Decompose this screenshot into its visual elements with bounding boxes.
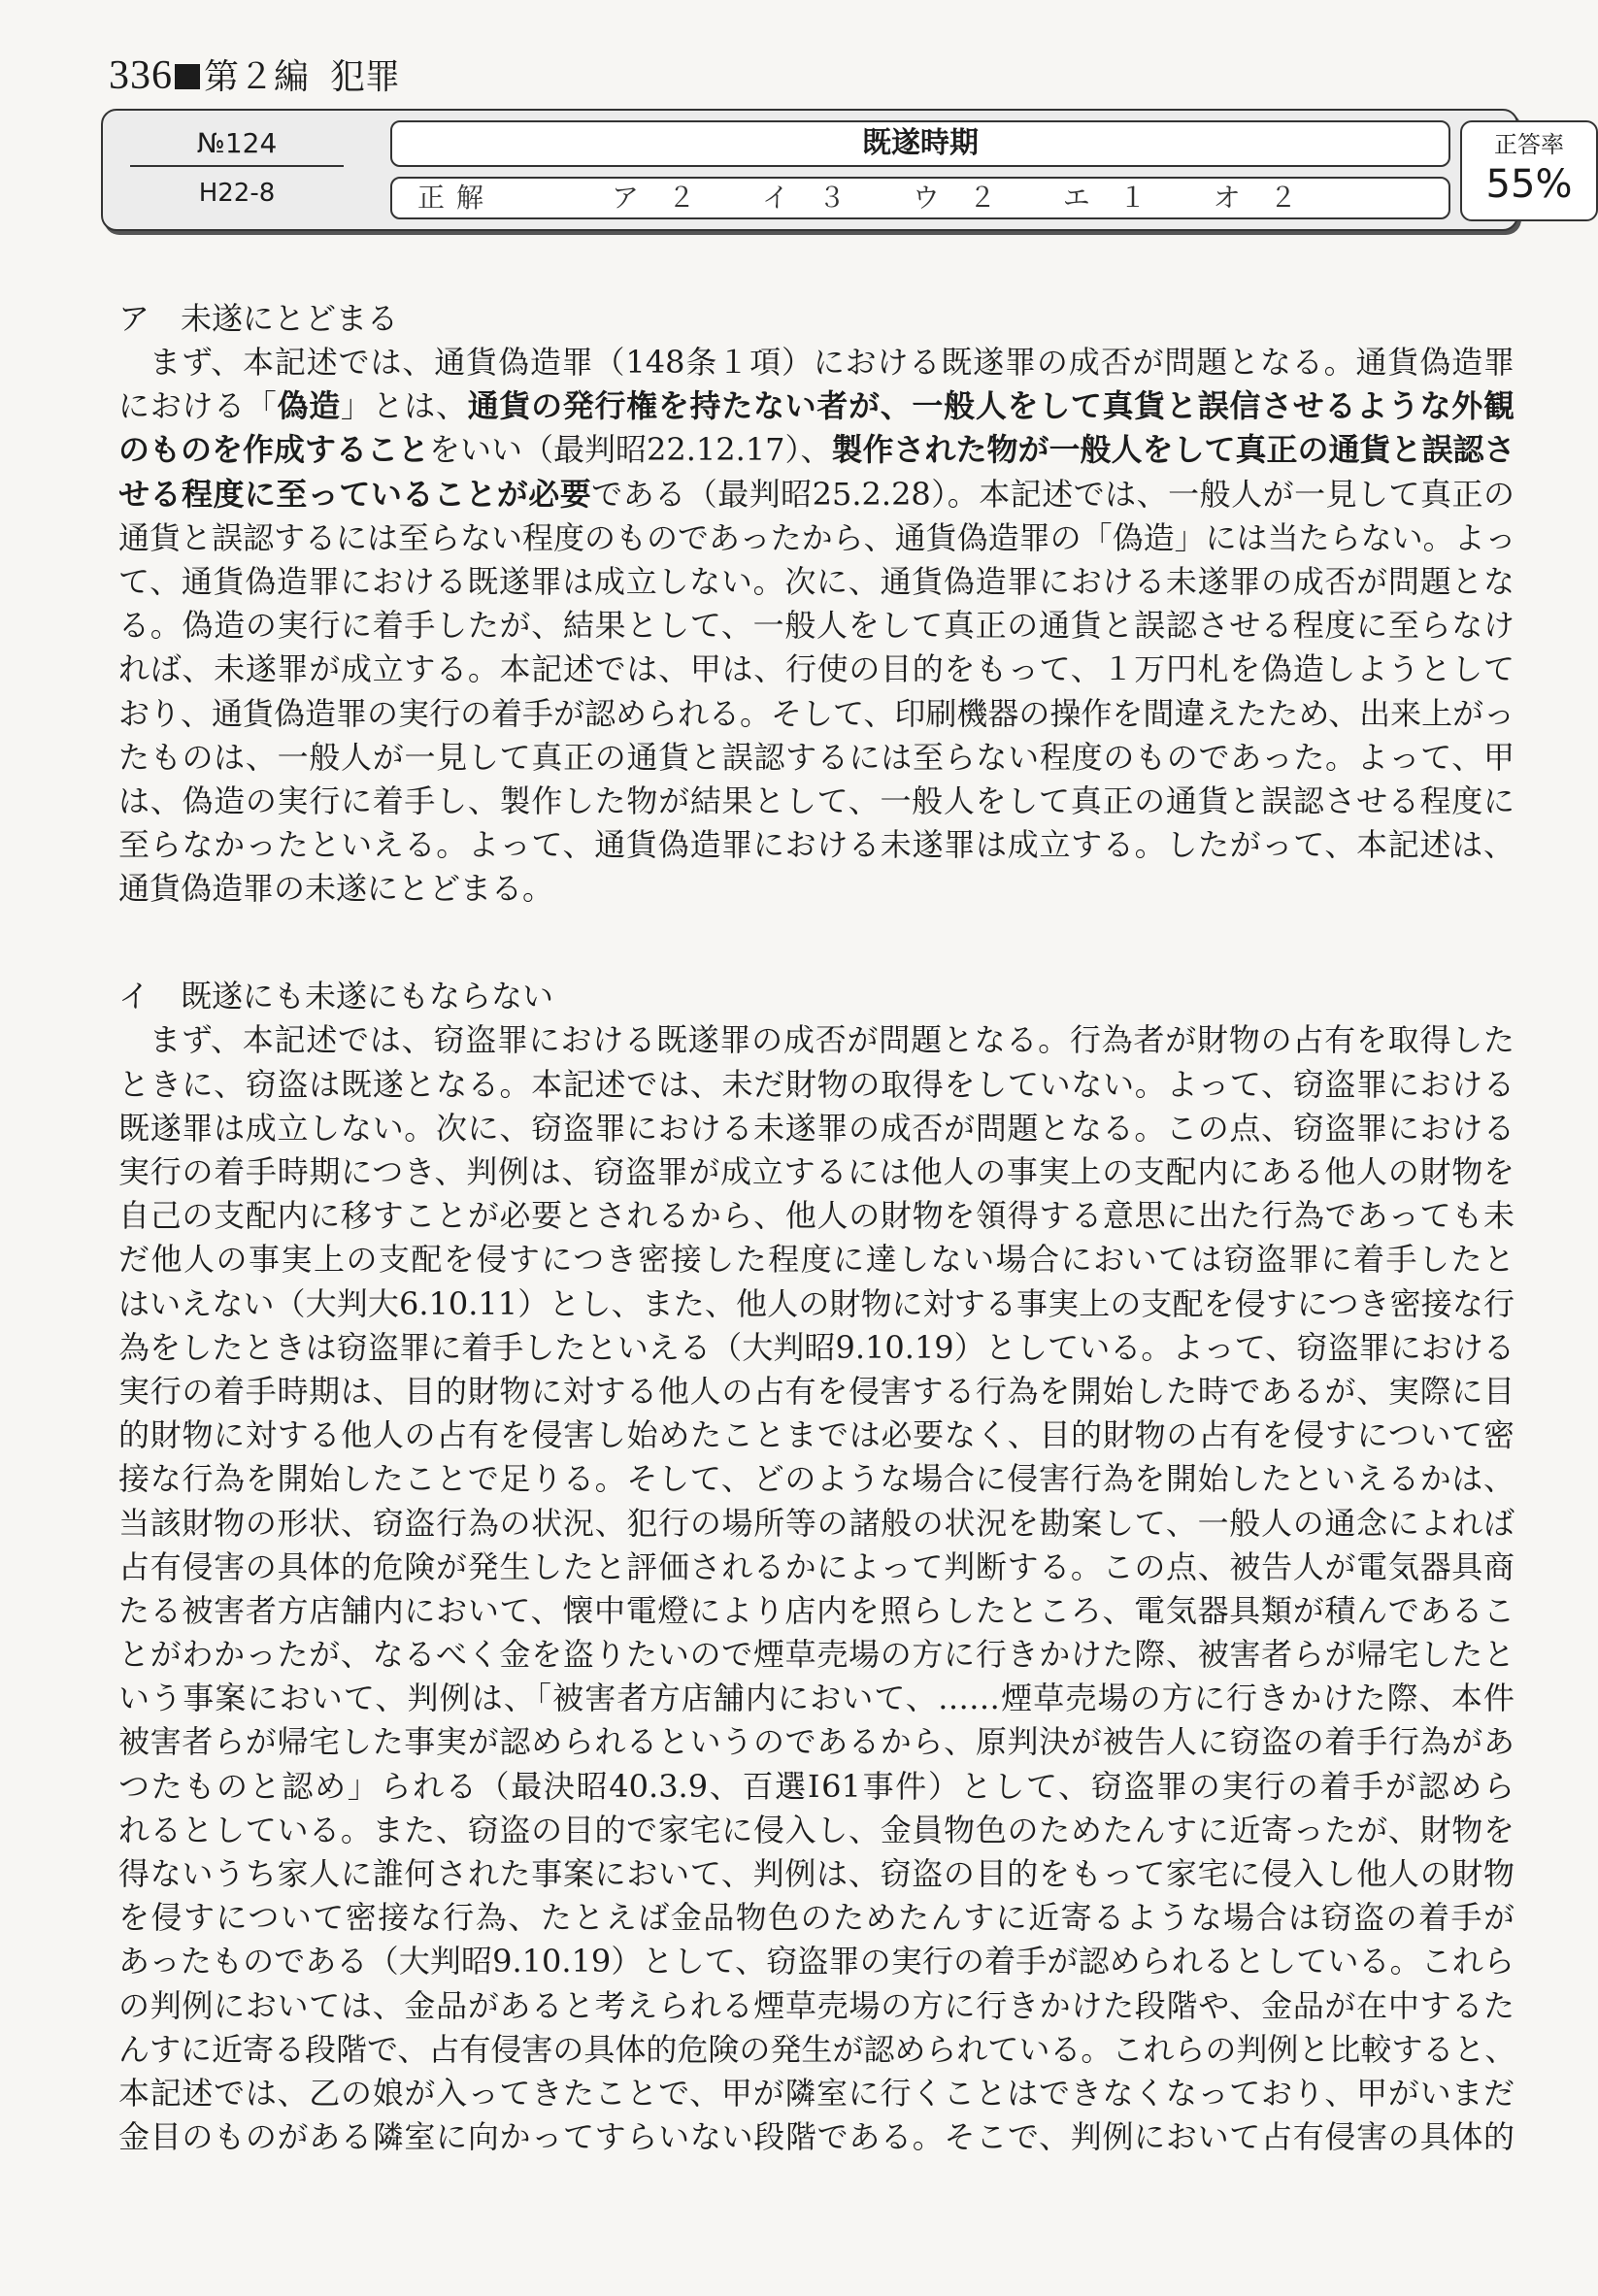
section-a-line: のものを作成することをいい（最判昭22.12.17）、製作された物が一般人をして真正の通貨と誤認さ (118, 431, 1515, 469)
section-i-line: 的財物に対する他人の占有を侵害し始めたことまでは必要なく、目的財物の占有を侵すについて密 (118, 1416, 1515, 1454)
section-i-line: 実行の着手時期は、目的財物に対する他人の占有を侵害する行為を開始した時であるが、実際に目 (118, 1372, 1515, 1410)
section-i-line: だ他人の事実上の支配を侵すにつき密接した程度に達しない場合においては窃盗罪に着手したと (118, 1241, 1515, 1279)
bold-definition: のものを作成すること (118, 431, 430, 469)
correct-rate-value: 55% (1485, 162, 1573, 207)
bold-term: 偽造 (277, 387, 341, 425)
section-i-line: 被害者らが帰宅した事実が認められるというのであるから、原判決が被告人に窃盗の着手行為があ (118, 1723, 1515, 1761)
section-gap (118, 911, 1515, 975)
section-a-line: 通貨と誤認するには至らない程度のものであったから、通貨偽造罪の「偽造」には当たらない。よっ (118, 518, 1516, 556)
section-i-line: んすに近寄る段階で、占有侵害の具体的危険の発生が認められている。これらの判例と比較すると、 (118, 2030, 1516, 2068)
part-label: 第２編 (204, 57, 310, 97)
section-i-line: れるとしている。また、窃盗の目的で家宅に侵入し、金員物色のためたんすに近寄ったが、財物を (118, 1811, 1515, 1848)
section-i-line: 占有侵害の具体的危険が発生したと評価されるかによって判断する。この点、被告人が電気器具商 (118, 1547, 1515, 1585)
bold-requirement: 製作された物が一般人をして真正の通貨と誤認さ (831, 431, 1515, 469)
section-a-line: れば、未遂罪が成立する。本記述では、甲は、行使の目的をもって、１万円札を偽造しようとして (118, 650, 1515, 688)
section-i-line: の判例においては、金品があると考えられる煙草売場の方に行きかけた段階や、金品が在中するた (118, 1986, 1515, 2024)
bold-definition: 通貨の発行権を持たない者が、一般人をして真貨と誤信させるような外観 (467, 387, 1515, 425)
section-i-line: いう事案において、判例は、「被害者方店舗内において、……煙草売場の方に行きかけた際、本件 (118, 1680, 1515, 1717)
section-a-heading: ア 未遂にとどまる (118, 300, 399, 337)
section-a-line: まず、本記述では、通貨偽造罪（148条１項）における既遂罪の成否が問題となる。通貨偽造罪 (150, 344, 1515, 381)
section-a-line: は、偽造の実行に着手し、製作した物が結果として、一般人をして真正の通貨と誤認させる程度に (118, 782, 1515, 819)
section-i-line: ときに、窃盗は既遂となる。本記述では、未だ財物の取得をしていない。よって、窃盗罪における (118, 1065, 1515, 1103)
section-i-line: たる被害者方店舗内において、懐中電燈により店内を照らしたところ、電気器具類が積んであるこ (118, 1591, 1515, 1629)
section-i-line: を侵すについて密接な行為、たとえば金品物色のためたんすに近寄るような場合は窃盗の着手が (118, 1899, 1515, 1937)
question-number: №124 (196, 127, 278, 159)
page-number: 336 (109, 53, 173, 98)
section-i-line: 本記述では、乙の娘が入ってきたことで、甲が隣室に行くことはできなくなっており、甲がいまだ (118, 2074, 1515, 2112)
answer-value: ア２ イ３ ウ２ エ１ オ２ (612, 182, 1326, 214)
section-i-line: 当該財物の形状、窃盗行為の状況、犯行の場所等の諸般の状況を勘案して、一般人の通念によれば (118, 1504, 1515, 1542)
running-head (109, 54, 400, 99)
section-a-line: せる程度に至っていることが必要である（最判昭25.2.28）。本記述では、一般人が一見して真正の (118, 475, 1515, 513)
section-i-line: 既遂罪は成立しない。次に、窃盗罪における未遂罪の成否が問題となる。この点、窃盗罪における (118, 1109, 1515, 1147)
section-a-line: る。偽造の実行に着手したが、結果として、一般人をして真正の通貨と誤認させる程度に至らなけ (118, 607, 1515, 645)
section-i-line: 自己の支配内に移すことが必要とされるから、他人の財物を領得する意思に出た行為であっても未 (118, 1197, 1515, 1235)
question-number-divider (130, 165, 344, 167)
section-i-line: 金目のものがある隣室に向かってすらいない段階である。そこで、判例において占有侵害の具体的 (118, 2118, 1515, 2156)
answer-bar (390, 177, 1450, 219)
section-a-line: 至らなかったといえる。よって、通貨偽造罪における未遂罪は成立する。したがって、本記述は、 (118, 826, 1515, 864)
question-title: 既遂時期 (390, 120, 1450, 167)
section-a-line: おり、通貨偽造罪の実行の着手が認められる。そして、印刷機器の操作を間違えたため、出来上がっ (118, 694, 1515, 732)
bold-requirement: せる程度に至っていることが必要 (118, 475, 592, 513)
section-a-line: 通貨偽造罪の未遂にとどまる。 (118, 870, 554, 908)
section-i-line: とがわかったが、なるべく金を盗りたいので煙草売場の方に行きかけた際、被害者らが帰宅したと (118, 1636, 1515, 1674)
section-i-line: 実行の着手時期につき、判例は、窃盗罪が成立するには他人の事実上の支配内にある他人の財物を (118, 1153, 1515, 1190)
answer-label: 正解 (417, 182, 496, 214)
square-bullet-icon (175, 64, 200, 89)
section-a-line: て、通貨偽造罪における既遂罪は成立しない。次に、通貨偽造罪における未遂罪の成否が問題とな (118, 562, 1515, 600)
chapter-label: 犯罪 (330, 57, 401, 97)
question-year-code: H22-8 (198, 179, 276, 208)
section-i-line: 得ないうち家人に誰何された事案において、判例は、窃盗の目的をもって家宅に侵入し他人の財物 (118, 1855, 1515, 1892)
correct-rate-label: 正答率 (1494, 131, 1564, 158)
section-i-line: 為をしたときは窃盗罪に着手したといえる（大判昭9.10.19）としている。よって、窃盗罪における (118, 1328, 1515, 1366)
section-i-line: まず、本記述では、窃盗罪における既遂罪の成否が問題となる。行為者が財物の占有を取得した (150, 1021, 1515, 1059)
section-i-line: あったものである（大判昭9.10.19）として、窃盗罪の実行の着手が認められるとしている。これら (118, 1943, 1515, 1980)
correct-rate-box (1460, 120, 1598, 221)
commentary-body (118, 297, 1515, 2159)
section-i-line: つたものと認め」られる（最決昭40.3.9、百選Ⅰ61事件）として、窃盗罪の実行の着手が認めら (118, 1767, 1515, 1805)
section-i-heading: イ 既遂にも未遂にもならない (118, 978, 554, 1015)
question-header-box (101, 109, 1573, 231)
section-i-line: 接な行為を開始したことで足りる。そして、どのような場合に侵害行為を開始したといえるかは、 (118, 1460, 1515, 1498)
section-a-line: における「偽造」とは、通貨の発行権を持たない者が、一般人をして真貨と誤信させるような外観 (118, 387, 1515, 425)
section-a-line: たものは、一般人が一見して真正の通貨と誤認するには至らない程度のものであった。よって、甲 (118, 738, 1515, 776)
section-i-line: はいえない（大判大6.10.11）とし、また、他人の財物に対する事実上の支配を侵すにつき密接な行 (118, 1284, 1515, 1322)
